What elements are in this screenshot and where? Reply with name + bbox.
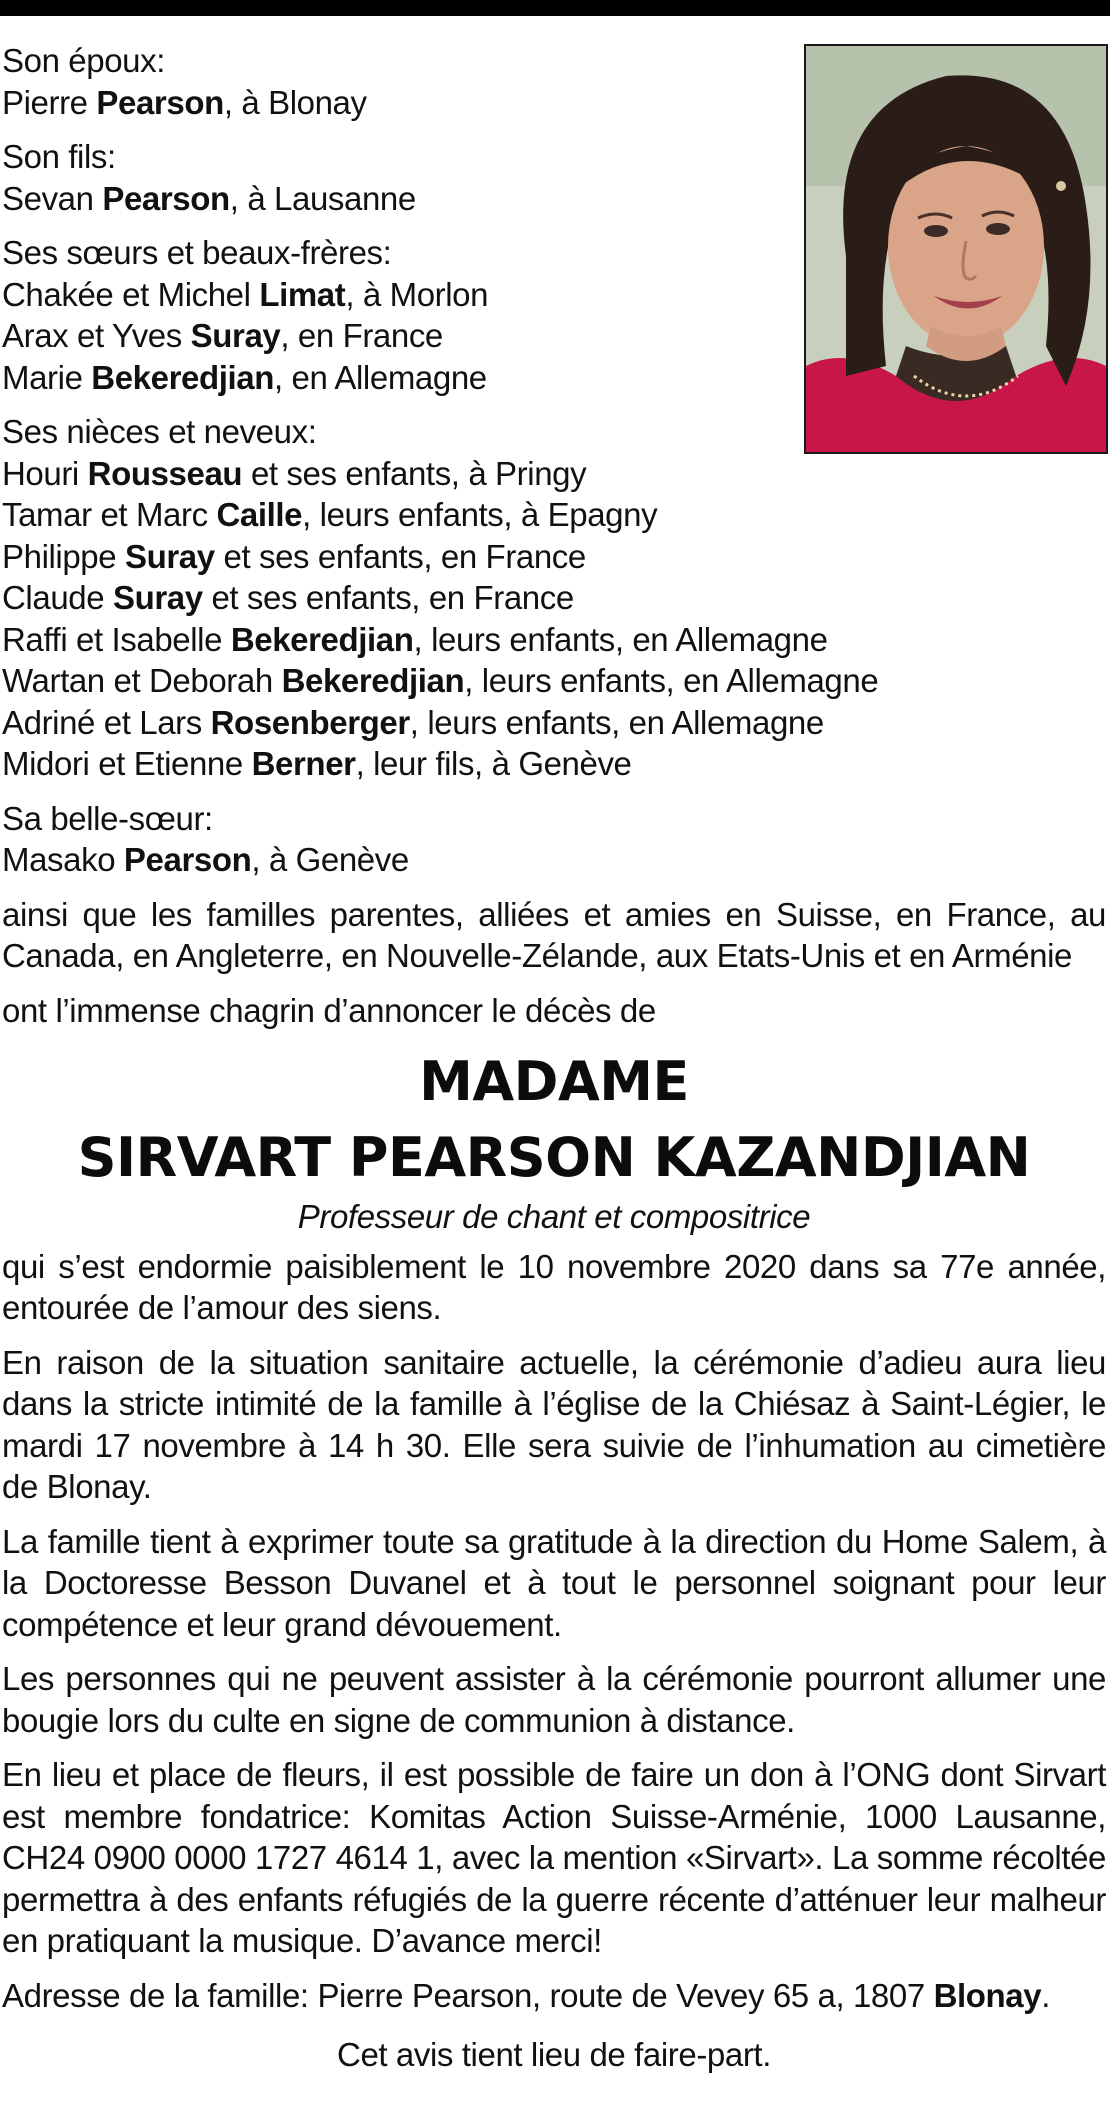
deceased-name: SIRVART PEARSON KAZANDJIAN <box>77 1126 1031 1189</box>
relative-entry: Midori et Etienne Berner, leur fils, à Genève <box>2 745 632 782</box>
extended-families-text: ainsi que les familles parentes, alliées et amies en Suisse, en France, au Canada, en Angleterre, en Nouvelle-Zélande, aux Etats-Unis et en Arménie <box>2 895 1106 974</box>
relative-entry: Philippe Suray et ses enfants, en France <box>2 537 586 575</box>
relatives-heading: Ses nièces et neveux: <box>2 413 317 450</box>
relative-entry: Sevan Pearson, à Lausanne <box>2 179 416 217</box>
relatives-heading: Ses sœurs et beaux-frères: <box>2 234 392 271</box>
paragraph-candle: Les personnes qui ne peuvent assister à la cérémonie pourront allumer une bougie lors du culte en signe de communion à distance. <box>2 1660 1106 1739</box>
obituary-notice <box>2 40 1106 2076</box>
announcement-text: ont l’immense chagrin d’annoncer le décès de <box>2 991 656 1029</box>
paragraph-passing: qui s’est endormie paisiblement le 10 novembre 2020 dans sa 77e année, entourée de l’amour des siens. <box>2 1247 1106 1326</box>
relatives-group-son <box>2 136 1106 219</box>
paragraph-ceremony: En raison de la situation sanitaire actuelle, la cérémonie d’adieu aura lieu dans la stricte intimité de la famille à l’église de la Chiésaz à Saint-Légier, le mardi 17 novembre à 14 h 30. Elle sera suivie de l’inhumation au cimetière de Blonay. <box>2 1343 1106 1505</box>
relative-entry: Wartan et Deborah Bekeredjian, leurs enfants, en Allemagne <box>2 662 879 699</box>
relatives-heading: Son fils: <box>2 138 116 175</box>
deceased-name-block <box>2 1044 1106 1196</box>
relatives-heading: Son époux: <box>2 42 165 79</box>
relative-entry: Marie Bekeredjian, en Allemagne <box>2 358 487 396</box>
relatives-group-siblings <box>2 232 1106 398</box>
relatives-group-spouse <box>2 40 1106 123</box>
deceased-profession: Professeur de chant et compositrice <box>297 1198 811 1235</box>
top-rule <box>0 0 1110 16</box>
paragraph-gratitude: La famille tient à exprimer toute sa gratitude à la direction du Home Salem, à la Doctoresse Besson Duvanel et à tout le personnel soignant pour leur compétence et leur grand dévouement. <box>2 1522 1106 1643</box>
paragraph-donation: En lieu et place de fleurs, il est possible de faire un don à l’ONG dont Sirvart est membre fondatrice: Komitas Action Suisse-Arménie, 1000 Lausanne, CH24 0900 0000 1727 4614 1, avec la mention «Sirvart». La somme récoltée permettra à des enfants réfugiés de la guerre récente d’atténuer leur malheur en pratiquant la musique. D’avance merci! <box>2 1756 1106 1959</box>
family-address: Adresse de la famille: Pierre Pearson, route de Vevey 65 a, 1807 Blonay. <box>2 1976 1050 2014</box>
relative-entry: Pierre Pearson, à Blonay <box>2 83 367 121</box>
deceased-title: MADAME <box>419 1050 689 1113</box>
closing-note: Cet avis tient lieu de faire-part. <box>337 2036 771 2073</box>
relatives-heading: Sa belle-sœur: <box>2 799 213 837</box>
relative-entry: Masako Pearson, à Genève <box>2 841 409 878</box>
relative-entry: Chakée et Michel Limat, à Morlon <box>2 275 489 313</box>
relatives-group-sister-in-law <box>2 798 1106 881</box>
relative-entry: Houri Rousseau et ses enfants, à Pringy <box>2 454 587 492</box>
relative-entry: Claude Suray et ses enfants, en France <box>2 579 574 616</box>
relative-entry: Arax et Yves Suray, en France <box>2 317 443 354</box>
relatives-group-nieces-nephews <box>2 411 1106 785</box>
relative-entry: Adriné et Lars Rosenberger, leurs enfants, en Allemagne <box>2 703 824 741</box>
relative-entry: Raffi et Isabelle Bekeredjian, leurs enfants, en Allemagne <box>2 620 828 658</box>
relative-entry: Tamar et Marc Caille, leurs enfants, à Epagny <box>2 496 658 533</box>
